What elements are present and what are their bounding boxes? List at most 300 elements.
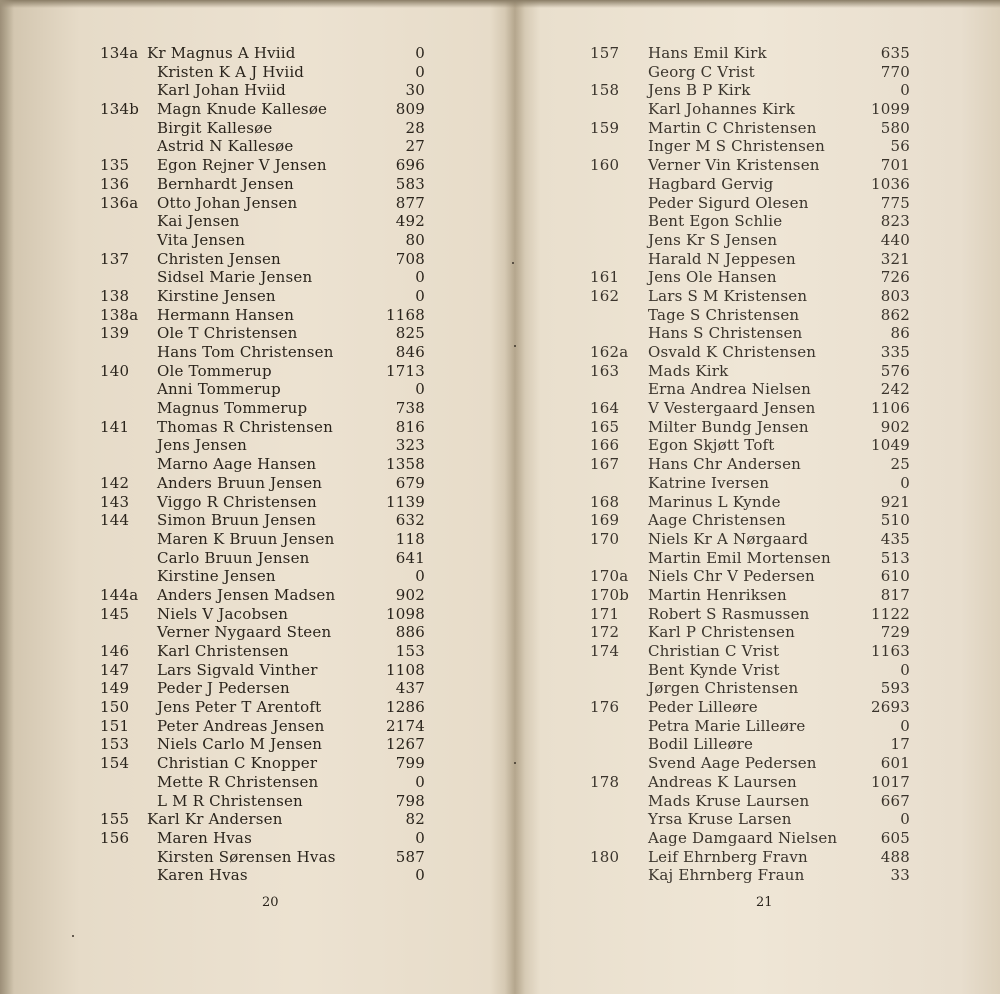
entry-name: Kai Jensen [157,212,240,231]
entry-value: 2174 [386,716,425,735]
entry-value: 437 [395,679,425,698]
entry-name: Kirsten Sørensen Hvas [157,847,336,866]
entry-name: Inger M S Christensen [648,137,825,156]
list-item [590,324,920,343]
entry-value: 0 [415,772,425,791]
entry-name: Hermann Hansen [157,305,295,324]
list-item [590,679,920,698]
entry-value: 679 [395,473,425,492]
list-item [590,287,920,306]
entry-name: V Vestergaard Jensen [648,399,816,418]
list-item [100,362,435,381]
entry-value: 0 [415,866,425,885]
entry-value: 770 [880,62,910,81]
list-item [100,679,435,698]
entry-value: 823 [880,212,910,231]
page-number-right: 21 [756,895,773,910]
list-item [100,306,435,325]
list-item [590,250,920,269]
entry-value: 321 [880,249,910,268]
list-item [100,44,435,63]
entry-value: 877 [395,193,425,212]
entry-name: Christian C Knopper [157,754,318,773]
list-item [100,810,435,829]
entry-value: 708 [395,249,425,268]
top-shadow [0,0,1000,8]
entry-value: 729 [880,623,910,642]
entry-number: 162a [590,343,629,361]
list-item [100,642,435,661]
list-item [590,362,920,381]
entry-name: Hans Emil Kirk [648,44,767,62]
list-item [590,735,920,754]
list-item [590,754,920,773]
entry-value: 86 [890,324,910,343]
entry-number: 162 [590,286,620,305]
list-item [590,306,920,325]
paper-speck [512,262,514,264]
entry-value: 1163 [871,642,910,660]
entry-number: 143 [100,492,130,511]
entry-value: 846 [395,343,425,361]
entry-number: 169 [590,511,620,530]
entry-value: 667 [880,791,910,810]
entry-value: 0 [900,716,910,735]
list-item [590,567,920,586]
entry-number: 176 [590,698,620,717]
entry-name: Verner Nygaard Steen [157,623,332,642]
list-item [590,792,920,811]
entry-name: Karl Johan Hviid [157,81,286,100]
entry-name: Petra Marie Lilleøre [648,716,806,735]
list-item [100,119,435,138]
list-item [590,642,920,661]
entry-number: 138 [100,286,130,305]
entry-number: 151 [100,716,130,735]
entry-number: 136a [100,193,139,212]
entry-name: Mads Kruse Laursen [648,791,810,810]
entry-name: Bodil Lilleøre [648,735,754,754]
list-item [100,380,435,399]
entry-name: Jørgen Christensen [648,679,799,698]
entry-value: 80 [405,230,425,249]
entry-value: 1099 [871,100,910,119]
entry-name: Niels Kr A Nørgaard [648,529,809,548]
list-item [100,156,435,175]
entry-number: 170 [590,529,620,548]
list-item [100,324,435,343]
entry-value: 799 [395,754,425,773]
entry-name: Andreas K Laursen [648,772,797,791]
entry-name: Jens Jensen [157,436,248,455]
list-item [100,399,435,418]
list-item [590,63,920,82]
entry-number: 170a [590,567,629,586]
entry-name: Milter Bundg Jensen [648,417,809,436]
list-item [100,567,435,586]
list-item [100,455,435,474]
list-item [100,698,435,717]
entry-value: 28 [405,118,425,137]
entry-value: 0 [900,473,910,492]
list-item [590,44,920,63]
entry-name: Jens Peter T Arentoft [157,698,322,717]
entry-value: 701 [880,156,910,175]
list-item [100,605,435,624]
entry-value: 82 [405,810,425,829]
list-item [100,792,435,811]
entry-value: 27 [405,137,425,156]
entry-number: 145 [100,604,130,623]
list-item [590,119,920,138]
entry-name: Peder Sigurd Olesen [648,193,809,212]
entry-value: 816 [395,417,425,436]
entry-name: Hans Chr Andersen [648,455,802,474]
list-item [590,530,920,549]
entry-name: Maren K Bruun Jensen [157,529,335,548]
entry-name: Aage Christensen [648,511,786,530]
paper-speck [514,345,516,347]
entry-value: 862 [880,305,910,324]
list-item [100,436,435,455]
entry-value: 1017 [871,772,910,791]
entry-value: 825 [395,324,425,343]
entry-name: Leif Ehrnberg Fravn [648,847,808,866]
entry-name: Erna Andrea Nielsen [648,380,811,399]
entry-name: Jens B P Kirk [648,81,751,100]
entry-value: 510 [880,511,910,530]
entry-value: 0 [415,62,425,81]
entry-name: Astrid N Kallesøe [157,137,294,156]
entry-name: Birgit Kallesøe [157,118,273,137]
entry-name: Otto Johan Jensen [157,193,298,212]
entry-value: 492 [395,212,425,231]
entry-name: Robert S Rasmussen [648,604,810,623]
entry-value: 1139 [386,492,425,511]
entry-name: Karl P Christensen [648,623,795,642]
entry-name: Jens Ole Hansen [648,268,777,287]
entry-value: 635 [880,44,910,62]
list-item [100,586,435,605]
entry-value: 1036 [871,174,910,193]
list-item [100,829,435,848]
list-item [100,511,435,530]
entry-name: Mette R Christensen [157,772,319,791]
list-item [590,605,920,624]
entry-value: 323 [395,436,425,455]
entry-value: 30 [405,81,425,100]
entry-name: Thomas R Christensen [157,417,333,436]
list-item [100,231,435,250]
entry-number: 170b [590,585,630,604]
list-item [590,399,920,418]
entry-value: 335 [880,343,910,361]
list-item [590,773,920,792]
list-item [100,137,435,156]
entry-value: 580 [880,118,910,137]
list-item [590,474,920,493]
list-item [100,474,435,493]
list-item [100,63,435,82]
entry-name: Karl Johannes Kirk [648,100,796,119]
entry-number: 159 [590,118,620,137]
entry-value: 809 [395,100,425,119]
list-item [590,698,920,717]
entry-value: 25 [890,455,910,474]
entry-name: Verner Vin Kristensen [648,156,820,175]
entry-name: Kaj Ehrnberg Fraun [648,866,805,885]
entry-value: 0 [900,81,910,100]
entry-name: Bernhardt Jensen [157,174,294,193]
entry-name: Niels Chr V Pedersen [648,567,815,586]
list-item [100,194,435,213]
entry-number: 154 [100,754,130,773]
entry-value: 587 [395,847,425,866]
list-item [590,511,920,530]
entry-name: Osvald K Christensen [648,343,817,361]
entry-name: Maren Hvas [157,828,252,847]
entry-number: 165 [590,417,620,436]
entry-name: Peter Andreas Jensen [157,716,325,735]
page-number-left: 20 [262,895,279,910]
list-item [590,175,920,194]
entry-value: 488 [880,847,910,866]
list-item [100,623,435,642]
list-item [590,212,920,231]
entry-number: 144a [100,585,139,604]
entry-name: Niels Carlo M Jensen [157,735,323,754]
entry-value: 803 [880,286,910,305]
list-item [100,250,435,269]
entry-name: Karl Christensen [157,642,289,660]
list-item [590,343,920,362]
list-item [100,549,435,568]
entry-name: Tage S Christensen [648,305,800,324]
entry-name: Karl Kr Andersen [147,810,283,829]
entry-number: 153 [100,735,130,754]
entry-value: 610 [880,567,910,586]
entry-value: 435 [880,529,910,548]
entry-name: Hagbard Gervig [648,174,774,193]
entry-number: 172 [590,623,620,642]
entry-number: 163 [590,361,620,380]
list-item [100,530,435,549]
list-item [100,212,435,231]
entry-value: 1098 [386,604,425,623]
list-item [590,810,920,829]
list-item [100,175,435,194]
entry-value: 921 [880,492,910,511]
entry-name: Hans S Christensen [648,324,803,343]
entry-number: 138a [100,305,139,324]
entry-name: Lars Sigvald Vinther [157,660,318,679]
list-item [100,661,435,680]
entry-number: 178 [590,772,620,791]
entry-number: 167 [590,455,620,474]
entry-value: 696 [395,156,425,175]
entry-name: Carlo Bruun Jensen [157,548,310,567]
entry-name: Christen Jensen [157,249,281,268]
entry-value: 17 [890,735,910,754]
entry-name: Yrsa Kruse Larsen [648,810,792,829]
list-item [100,493,435,512]
entry-value: 0 [900,810,910,829]
entry-number: 161 [590,268,620,287]
entry-value: 0 [415,380,425,399]
list-item [100,343,435,362]
entry-name: Martin C Christensen [648,118,817,137]
list-item [590,156,920,175]
entry-name: Ole T Christensen [157,324,298,343]
entry-value: 242 [880,380,910,399]
entry-value: 601 [880,754,910,773]
list-item [590,380,920,399]
entry-name: Anders Jensen Madsen [157,585,336,604]
entry-name: Marinus L Kynde [648,492,781,511]
entry-name: Kirstine Jensen [157,286,276,305]
list-item [100,418,435,437]
paper-speck [514,762,516,764]
entry-number: 134a [100,44,139,62]
entry-number: 156 [100,828,130,847]
entry-name: Magn Knude Kallesøe [157,100,328,119]
entry-number: 180 [590,847,620,866]
entry-number: 134b [100,100,140,119]
entry-name: Anders Bruun Jensen [157,473,323,492]
entry-name: Karen Hvas [157,866,248,885]
list-item [590,418,920,437]
entry-number: 168 [590,492,620,511]
entry-value: 576 [880,361,910,380]
list-item [100,754,435,773]
entry-number: 141 [100,417,130,436]
entry-value: 902 [880,417,910,436]
left-page [100,44,435,885]
entry-name: Aage Damgaard Nielsen [648,828,838,847]
entry-number: 164 [590,399,620,418]
entry-value: 1049 [871,436,910,455]
entry-value: 0 [900,660,910,679]
entry-name: Martin Henriksen [648,585,787,604]
entry-value: 153 [395,642,425,660]
list-item [590,436,920,455]
entry-number: 171 [590,604,620,623]
entry-name: Svend Aage Pedersen [648,754,817,773]
list-item [590,661,920,680]
entry-value: 1122 [871,604,910,623]
entry-number: 144 [100,511,130,530]
entry-value: 0 [415,268,425,287]
paper-speck [72,935,74,937]
book-gutter [505,0,525,994]
list-item [590,194,920,213]
entry-value: 118 [395,529,425,548]
entry-name: Jens Kr S Jensen [648,230,778,249]
entry-name: Vita Jensen [157,230,246,249]
entry-number: 160 [590,156,620,175]
entry-value: 1108 [386,660,425,679]
entry-value: 0 [415,828,425,847]
entry-number: 136 [100,174,130,193]
list-item [590,455,920,474]
entry-name: Marno Aage Hansen [157,455,317,474]
entry-number: 155 [100,810,130,829]
list-item [590,623,920,642]
list-item [100,81,435,100]
list-item [100,100,435,119]
entry-name: Harald N Jeppesen [648,249,796,268]
entry-name: Sidsel Marie Jensen [157,268,313,287]
right-page [590,44,920,885]
entry-name: Viggo R Christensen [157,492,317,511]
entry-name: Peder Lilleøre [648,698,758,717]
entry-value: 1267 [386,735,425,754]
entry-name: Martin Emil Mortensen [648,548,831,567]
entry-value: 798 [395,791,425,810]
entry-value: 641 [395,548,425,567]
entry-name: Egon Skjøtt Toft [648,436,775,455]
entry-value: 902 [395,585,425,604]
entry-name: Ole Tommerup [157,361,272,380]
entry-value: 0 [415,286,425,305]
entry-name: Anni Tommerup [157,380,281,399]
left-edge-shadow [0,0,14,994]
entry-value: 1358 [386,455,425,474]
entry-value: 1713 [386,361,425,380]
list-item [590,717,920,736]
list-item [100,735,435,754]
list-item [590,493,920,512]
entry-number: 135 [100,156,130,175]
entry-value: 56 [890,137,910,156]
entry-value: 886 [395,623,425,642]
list-item [100,848,435,867]
entry-name: Kirstine Jensen [157,567,276,586]
entry-number: 137 [100,249,130,268]
entry-value: 775 [880,193,910,212]
entry-name: Lars S M Kristensen [648,286,808,305]
list-item [590,100,920,119]
entry-name: L M R Christensen [157,791,303,810]
entry-name: Magnus Tommerup [157,399,308,418]
entry-number: 150 [100,698,130,717]
entry-name: Christian C Vrist [648,642,780,660]
list-item [590,866,920,885]
entry-name: Mads Kirk [648,361,729,380]
list-item [100,268,435,287]
entry-value: 2693 [871,698,910,717]
entry-value: 605 [880,828,910,847]
entry-value: 817 [880,585,910,604]
entry-name: Egon Rejner V Jensen [157,156,327,175]
entry-value: 513 [880,548,910,567]
entry-number: 174 [590,642,620,660]
entry-value: 738 [395,399,425,418]
list-item [590,586,920,605]
entry-value: 1286 [386,698,425,717]
entry-value: 33 [890,866,910,885]
entry-number: 166 [590,436,620,455]
entry-name: Simon Bruun Jensen [157,511,317,530]
entry-value: 0 [415,567,425,586]
entry-name: Katrine Iversen [648,473,770,492]
list-item [590,829,920,848]
entry-number: 149 [100,679,130,698]
entry-name: Kr Magnus A Hviid [147,44,296,62]
entry-number: 139 [100,324,130,343]
entry-value: 583 [395,174,425,193]
entry-value: 726 [880,268,910,287]
